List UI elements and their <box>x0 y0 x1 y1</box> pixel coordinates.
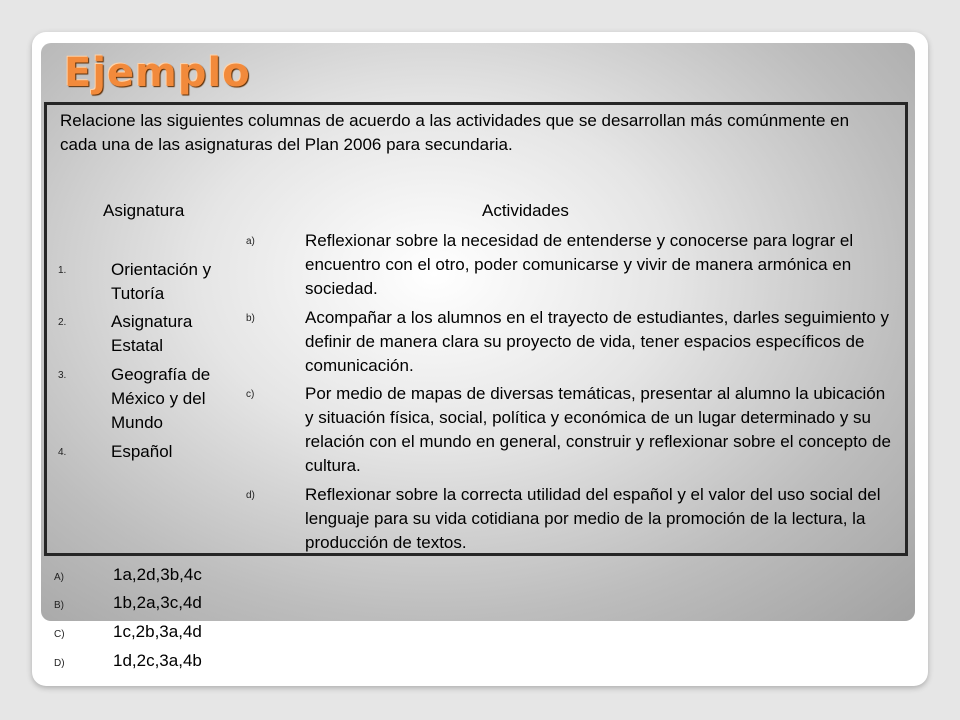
subject-text: Geografía de México y del Mundo <box>111 365 211 432</box>
option-marker: A) <box>54 572 64 583</box>
option-text: 1d,2c,3a,4b <box>113 651 202 670</box>
column-header-asignatura: Asignatura <box>103 201 185 220</box>
subject-number: 3. <box>58 370 67 381</box>
activity-text: Reflexionar sobre la correcta utilidad del español y el valor del uso social del lenguaje para su vida cotidiana por medio de la promoción de la lectura, la producción de textos. <box>305 485 881 552</box>
activity-text: Acompañar a los alumnos en el trayecto de estudiantes, darles seguimiento y definir de manera clara su proyecto de vida, tener espacios específicos de comunicación. <box>305 308 889 375</box>
subject-text: Asignatura Estatal <box>111 312 193 355</box>
option-text: 1a,2d,3b,4c <box>113 565 202 584</box>
column-header-actividades: Actividades <box>482 201 569 220</box>
subject-number: 2. <box>58 317 67 328</box>
activity-letter: c) <box>246 389 255 400</box>
activity-letter: d) <box>246 490 255 501</box>
option-marker: B) <box>54 600 64 611</box>
activity-letter: a) <box>246 236 255 247</box>
activity-text: Por medio de mapas de diversas temáticas, presentar al alumno la ubicación y situación física, social, política y económica de un lugar determinado y su relación con el mundo en general, construir y reflexionar sobre el concepto de cultura. <box>305 384 891 475</box>
slide-title: Ejemplo <box>64 50 251 96</box>
subject-text: Español <box>111 442 173 461</box>
subject-text: Orientación y Tutoría <box>111 260 212 303</box>
activity-text: Reflexionar sobre la necesidad de entenderse y conocerse para lograr el encuentro con el otro, poder comunicarse y vivir de manera armónica en sociedad. <box>305 231 854 298</box>
option-text: 1b,2a,3c,4d <box>113 593 202 612</box>
option-text: 1c,2b,3a,4d <box>113 622 202 641</box>
option-marker: C) <box>54 629 65 640</box>
subject-number: 4. <box>58 447 67 458</box>
question-intro: Relacione las siguientes columnas de acuerdo a las actividades que se desarrollan más comúnmente en cada una de las asignaturas del Plan 2006 para secundaria. <box>60 111 850 154</box>
option-marker: D) <box>54 658 65 669</box>
subject-number: 1. <box>58 265 67 276</box>
activity-letter: b) <box>246 313 255 324</box>
